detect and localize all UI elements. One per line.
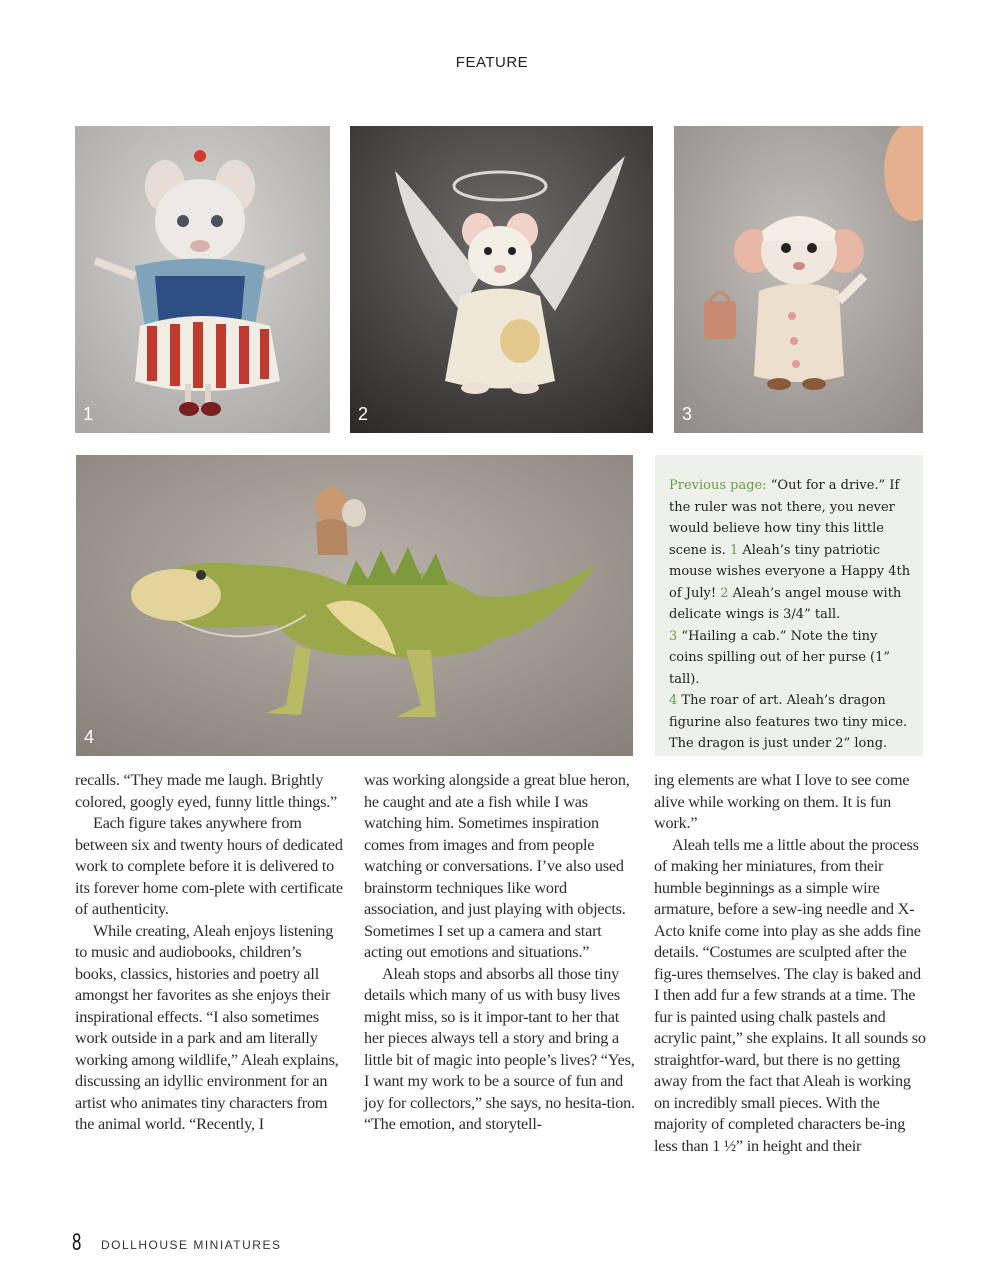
caption-number-4: 4 xyxy=(669,693,678,708)
patriotic-mouse-illustration xyxy=(75,126,330,433)
photo-angel-mouse xyxy=(350,126,653,433)
magazine-name: DOLLHOUSE MINIATURES xyxy=(101,1238,282,1252)
paragraph: Each figure takes anywhere from between six and twenty hours of dedicated work to complete before it is delivered to its forever home com-plete with certificate of authenticity. xyxy=(75,814,343,918)
caption-text-4: The roar of art. Aleah’s dragon figurine also features two tiny mice. The dragon is just under 2” long. xyxy=(669,693,908,751)
caption-text xyxy=(669,475,911,755)
photo-patriotic-mouse xyxy=(75,126,330,433)
angel-mouse-illustration xyxy=(350,126,653,433)
caption-number-2: 2 xyxy=(720,585,729,601)
cab-mouse-illustration xyxy=(674,126,923,433)
paragraph: Aleah tells me a little about the process of making her miniatures, from their humble beginnings as a simple wire armature, before a sew-ing needle and X-Acto knife come into play as she adds fine details. “Costumes are sculpted after the fig-ures themselves. The clay is baked and I then add fur a few strands at a time. The fur is painted using chalk pastels and acrylic paint,” she explains. It all sounds so straightfor-ward, but there is no getting away from the fact that Aleah is working on incredibly small pieces. With the majority of completed characters be-ing less than 1 ½” in height and their xyxy=(654,835,926,1155)
article-column-3 xyxy=(654,770,929,1157)
photo-cab-mouse xyxy=(674,126,923,433)
article-column-2 xyxy=(364,770,639,1136)
caption-text-1: Aleah’s tiny patriotic mouse wishes everyone a Happy 4th of July! xyxy=(669,542,911,601)
caption-text-3: “Hailing a cab.” Note the tiny coins spilling out of her purse (1” tall). xyxy=(669,628,891,687)
photo-number: 2 xyxy=(358,404,369,424)
caption-text-2: Aleah’s angel mouse with delicate wings is 3/4” tall. xyxy=(669,585,902,622)
photo-number: 4 xyxy=(84,727,95,747)
caption-number-1: 1 xyxy=(729,542,739,558)
photo-number: 1 xyxy=(83,404,94,424)
caption-lead-text: “Out for a drive.” If the ruler was not there, you never would believe how tiny this little scene is. xyxy=(669,478,900,558)
paragraph: Aleah stops and absorbs all those tiny details which many of us with busy lives might miss, so is it impor-tant to her that her pieces always tell a story and bring a little bit of magic into people’s lives? “Yes, I want my work to be a source of fun and joy for collectors,” she says, no hesita-tion. “The emotion, and storytell- xyxy=(364,964,635,1133)
section-label: FEATURE xyxy=(455,54,529,71)
caption-lead-label: Previous page: xyxy=(669,478,767,493)
article-column-1 xyxy=(75,770,345,1136)
photo-number: 3 xyxy=(682,404,693,424)
photo-dragon xyxy=(76,455,633,756)
caption-number-3: 3 xyxy=(669,628,678,644)
dragon-illustration xyxy=(76,455,633,756)
paragraph: ing elements are what I love to see come alive while working on them. It is fun work.” xyxy=(654,771,910,832)
page-number: 8 xyxy=(72,1229,82,1256)
paragraph: While creating, Aleah enjoys listening to music and audiobooks, children’s books, classics, histories and poetry all amongst her favorites as she enjoys their inspirational effects. “I also sometimes work outside in a park and am literally working among wildlife,” Aleah explains, discussing an idyllic environment for an artist who animates tiny characters from the animal world. “Recently, I xyxy=(75,921,339,1133)
photo-caption-box xyxy=(655,455,923,756)
paragraph: recalls. “They made me laugh. Brightly colored, googly eyed, funny little things.” xyxy=(75,771,338,811)
paragraph: was working alongside a great blue heron, he caught and ate a fish while I was watching him. Sometimes inspiration comes from images and from people watching or conversations. I’ve also used brainstorm techniques like word association, and just playing with objects. Sometimes I set up a camera and start acting out emotions and situations.” xyxy=(364,771,630,961)
